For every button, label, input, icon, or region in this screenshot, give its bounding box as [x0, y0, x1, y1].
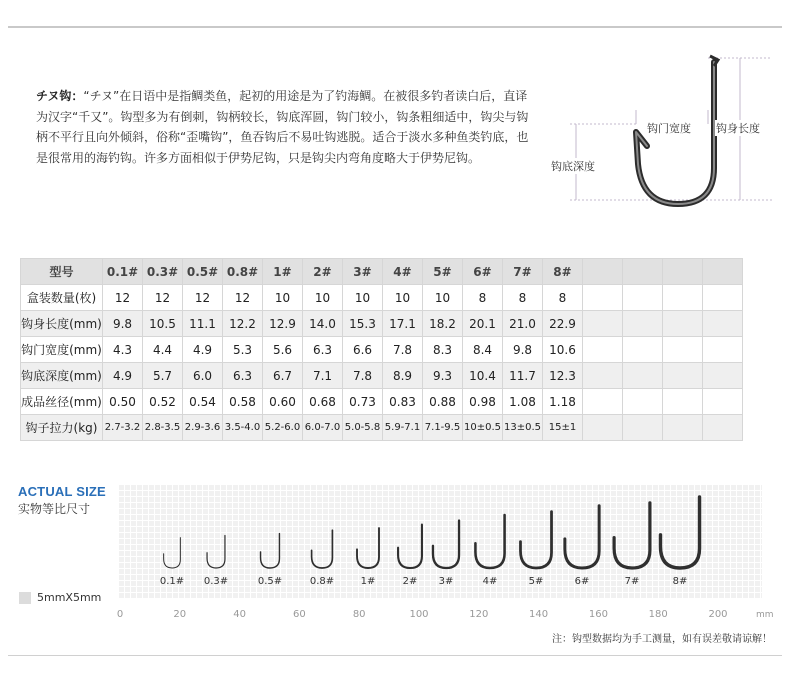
- spec-cell: 7.8: [343, 363, 383, 389]
- spec-cell: 8: [503, 285, 543, 311]
- spec-cell: 5.6: [263, 337, 303, 363]
- spec-cell: 0.60: [263, 389, 303, 415]
- axis-tick-label: 80: [352, 609, 366, 620]
- hook-size-label: 6#: [574, 576, 590, 587]
- spec-cell: 9.3: [423, 363, 463, 389]
- spec-empty-cell: [623, 363, 663, 389]
- axis-tick-label: 60: [293, 609, 306, 620]
- spec-cell: 15±1: [543, 415, 583, 441]
- hook-4#: [475, 515, 504, 568]
- spec-row: [21, 415, 743, 441]
- spec-cell: 21.0: [503, 311, 543, 337]
- spec-cell: 9.8: [503, 337, 543, 363]
- bottom-depth-label: 钩底深度: [551, 160, 595, 173]
- spec-row-label: 盒装数量(枚): [21, 285, 103, 311]
- spec-cell: 0.52: [143, 389, 183, 415]
- spec-cell: 6.0-7.0: [303, 415, 343, 441]
- hook-8#: [660, 497, 699, 568]
- spec-row: [21, 363, 743, 389]
- spec-empty-cell: [703, 389, 743, 415]
- spec-row: [21, 311, 743, 337]
- axis-tick-label: 180: [648, 609, 668, 620]
- spec-cell: 10.5: [143, 311, 183, 337]
- spec-row: [21, 285, 743, 311]
- spec-cell: 18.2: [423, 311, 463, 337]
- spec-cell: 6.3: [303, 337, 343, 363]
- hook-size-label: 0.1#: [159, 576, 185, 587]
- spec-cell: 5.2-6.0: [263, 415, 303, 441]
- spec-cell: 8.9: [383, 363, 423, 389]
- description-text: “チヌ”在日语中是指鲷类鱼，起初的用途是为了钓海鲷。在被很多钓者读白后，直译为汉字“千又”。钩型多为有倒刺，钩柄较长，钩底浑圆，钩门较小，钩条粗细适中，钩尖与钩柄不平行且向外倾斜，俗称“歪嘴钩”，鱼吞钩后不易吐钩逃脱。适合于淡水多种鱼类钓底，也是很常用的海钓钩。许多方面相似于伊势尼钩，只是钩尖内弯角度略大于伊势尼钩。: [36, 89, 529, 165]
- hook-size-label: 5#: [528, 576, 544, 587]
- axis-tick-label: 40: [233, 609, 246, 620]
- hook-0.8#: [312, 530, 333, 568]
- hook-diagram: [548, 50, 788, 220]
- hook-3#: [433, 521, 459, 568]
- spec-row-label: 成品丝径(mm): [21, 389, 103, 415]
- spec-cell: 11.7: [503, 363, 543, 389]
- spec-cell: 8: [543, 285, 583, 311]
- spec-cell: 0.50: [103, 389, 143, 415]
- spec-empty-cell: [663, 363, 703, 389]
- col-empty: [583, 259, 623, 285]
- hook-size-label: 4#: [482, 576, 498, 587]
- hook-description: [36, 86, 536, 168]
- col-size-0.1: 0.1#: [103, 259, 143, 285]
- spec-cell: 1.18: [543, 389, 583, 415]
- hook-0.1#: [164, 538, 181, 568]
- col-size-3: 3#: [343, 259, 383, 285]
- spec-cell: 8: [463, 285, 503, 311]
- grid-legend-label: 5mmX5mm: [37, 591, 102, 604]
- col-size-7: 7#: [503, 259, 543, 285]
- axis-tick-label: 20: [173, 609, 187, 620]
- col-empty: [663, 259, 703, 285]
- spec-cell: 10: [383, 285, 423, 311]
- col-size-0.3: 0.3#: [143, 259, 183, 285]
- axis-tick-label: 160: [588, 609, 608, 620]
- bottom-divider: [8, 655, 782, 656]
- spec-empty-cell: [703, 415, 743, 441]
- top-divider: [8, 26, 782, 28]
- spec-cell: 5.9-7.1: [383, 415, 423, 441]
- spec-cell: 5.7: [143, 363, 183, 389]
- col-size-2: 2#: [303, 259, 343, 285]
- spec-empty-cell: [703, 311, 743, 337]
- spec-cell: 10.6: [543, 337, 583, 363]
- description-heading: チヌ钩：: [36, 89, 84, 103]
- spec-cell: 0.98: [463, 389, 503, 415]
- hook-6#: [565, 506, 599, 568]
- spec-cell: 5.0-5.8: [343, 415, 383, 441]
- spec-cell: 6.0: [183, 363, 223, 389]
- spec-empty-cell: [663, 415, 703, 441]
- spec-empty-cell: [583, 415, 623, 441]
- axis-unit-label: mm: [756, 610, 774, 620]
- hook-size-label: 0.3#: [203, 576, 229, 587]
- spec-cell: 12.2: [223, 311, 263, 337]
- spec-row: [21, 337, 743, 363]
- axis-tick-label: 100: [409, 609, 429, 620]
- spec-table: [20, 258, 743, 441]
- axis-tick-label: 140: [529, 609, 549, 620]
- hook-5#: [520, 512, 551, 568]
- spec-empty-cell: [703, 337, 743, 363]
- spec-row-label: 钩身长度(mm): [21, 311, 103, 337]
- spec-empty-cell: [623, 311, 663, 337]
- hook-size-label: 0.5#: [257, 576, 283, 587]
- spec-cell: 12: [143, 285, 183, 311]
- spec-empty-cell: [583, 285, 623, 311]
- spec-cell: 0.68: [303, 389, 343, 415]
- spec-cell: 11.1: [183, 311, 223, 337]
- spec-cell: 10±0.5: [463, 415, 503, 441]
- spec-cell: 12: [103, 285, 143, 311]
- actual-size-title: ACTUAL SIZE: [18, 484, 106, 499]
- col-size-1: 1#: [263, 259, 303, 285]
- col-size-0.8: 0.8#: [223, 259, 263, 285]
- spec-empty-cell: [583, 337, 623, 363]
- spec-empty-cell: [583, 311, 623, 337]
- spec-empty-cell: [623, 389, 663, 415]
- spec-row-label: 钩底深度(mm): [21, 363, 103, 389]
- spec-cell: 2.8-3.5: [143, 415, 183, 441]
- spec-cell: 6.6: [343, 337, 383, 363]
- measurement-note: 注：钩型数据均为手工测量，如有误差敬请谅解！: [552, 634, 772, 645]
- spec-cell: 0.83: [383, 389, 423, 415]
- spec-row: [21, 389, 743, 415]
- spec-empty-cell: [703, 285, 743, 311]
- spec-empty-cell: [623, 415, 663, 441]
- col-size-8: 8#: [543, 259, 583, 285]
- spec-cell: 12.3: [543, 363, 583, 389]
- spec-header-row: [21, 259, 743, 285]
- spec-cell: 20.1: [463, 311, 503, 337]
- gap-width-label: 钩门宽度: [647, 122, 691, 135]
- hook-size-label: 0.8#: [309, 576, 335, 587]
- axis-tick-label: 200: [708, 609, 728, 620]
- spec-cell: 12.9: [263, 311, 303, 337]
- spec-row-label: 钩子拉力(kg): [21, 415, 103, 441]
- col-size-0.5: 0.5#: [183, 259, 223, 285]
- spec-cell: 0.58: [223, 389, 263, 415]
- spec-cell: 4.3: [103, 337, 143, 363]
- spec-empty-cell: [663, 337, 703, 363]
- spec-cell: 6.7: [263, 363, 303, 389]
- col-size-6: 6#: [463, 259, 503, 285]
- spec-cell: 0.54: [183, 389, 223, 415]
- spec-cell: 4.9: [103, 363, 143, 389]
- spec-cell: 14.0: [303, 311, 343, 337]
- hook-0.3#: [207, 535, 225, 568]
- spec-cell: 7.1: [303, 363, 343, 389]
- body-length-label: 钩身长度: [716, 122, 760, 135]
- hook-size-label: 8#: [672, 576, 688, 587]
- hook-size-label: 1#: [360, 576, 376, 587]
- col-size-5: 5#: [423, 259, 463, 285]
- axis-tick-label: 0: [116, 609, 124, 620]
- actual-size-subtitle: 实物等比尺寸: [18, 502, 91, 516]
- spec-cell: 10.4: [463, 363, 503, 389]
- spec-cell: 2.9-3.6: [183, 415, 223, 441]
- spec-cell: 4.4: [143, 337, 183, 363]
- spec-cell: 15.3: [343, 311, 383, 337]
- axis-tick-label: 120: [469, 609, 489, 620]
- spec-cell: 0.88: [423, 389, 463, 415]
- spec-cell: 3.5-4.0: [223, 415, 263, 441]
- spec-cell: 10: [263, 285, 303, 311]
- spec-cell: 0.73: [343, 389, 383, 415]
- spec-cell: 12: [183, 285, 223, 311]
- col-size-4: 4#: [383, 259, 423, 285]
- spec-empty-cell: [583, 363, 623, 389]
- spec-cell: 4.9: [183, 337, 223, 363]
- hook-2#: [398, 525, 422, 568]
- spec-cell: 12: [223, 285, 263, 311]
- spec-cell: 22.9: [543, 311, 583, 337]
- spec-empty-cell: [663, 389, 703, 415]
- spec-cell: 13±0.5: [503, 415, 543, 441]
- hook-0.5#: [261, 534, 280, 568]
- spec-cell: 10: [343, 285, 383, 311]
- col-model: 型号: [21, 259, 103, 285]
- spec-empty-cell: [663, 285, 703, 311]
- spec-empty-cell: [583, 389, 623, 415]
- spec-cell: 17.1: [383, 311, 423, 337]
- spec-cell: 10: [303, 285, 343, 311]
- spec-empty-cell: [623, 285, 663, 311]
- spec-cell: 8.4: [463, 337, 503, 363]
- hook-size-label: 3#: [438, 576, 454, 587]
- hook-7#: [614, 503, 650, 568]
- spec-cell: 8.3: [423, 337, 463, 363]
- spec-cell: 6.3: [223, 363, 263, 389]
- spec-row-label: 钩门宽度(mm): [21, 337, 103, 363]
- col-empty: [623, 259, 663, 285]
- spec-cell: 7.1-9.5: [423, 415, 463, 441]
- spec-cell: 5.3: [223, 337, 263, 363]
- spec-cell: 2.7-3.2: [103, 415, 143, 441]
- hook-size-label: 2#: [402, 576, 418, 587]
- spec-cell: 1.08: [503, 389, 543, 415]
- col-empty: [703, 259, 743, 285]
- spec-empty-cell: [623, 337, 663, 363]
- spec-empty-cell: [663, 311, 703, 337]
- spec-cell: 7.8: [383, 337, 423, 363]
- grid-legend-swatch: [19, 592, 31, 604]
- hook-size-label: 7#: [624, 576, 640, 587]
- hook-1#: [357, 528, 379, 568]
- spec-empty-cell: [703, 363, 743, 389]
- spec-cell: 10: [423, 285, 463, 311]
- spec-cell: 9.8: [103, 311, 143, 337]
